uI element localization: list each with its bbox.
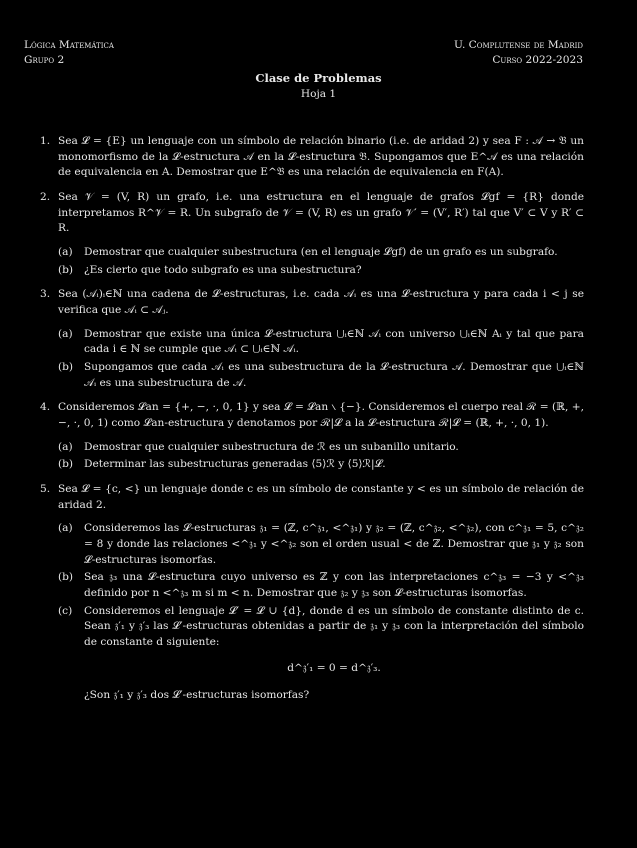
problem-3	[24, 287, 584, 391]
problem-5	[24, 482, 584, 704]
subproblem-3a	[58, 327, 584, 358]
subproblem-text: Consideremos las 𝓛-estructuras 𝔷₁ = (ℤ, c^𝔷₁, <^𝔷₁) y 𝔷₂ = (ℤ, c^𝔷₂, <^𝔷₂), con c^𝔷₁ = 5, c^𝔷₂ = 8 y donde las relaciones <^𝔷₁ y <^𝔷₂ son el orden usual < de ℤ. Demostrar que 𝔷₁ y 𝔷₂ son 𝓛-estructuras isomorfas.	[84, 522, 584, 566]
subproblem-label: (b)	[58, 263, 74, 276]
subproblem-question: ¿Son 𝔷′₁ y 𝔷′₃ dos 𝓛′-estructuras isomorfas?	[84, 689, 310, 702]
problem-list	[24, 134, 584, 713]
subproblem-4b	[58, 457, 584, 473]
subproblem-4a	[58, 440, 584, 456]
subproblem-text: Demostrar que cualquier subestructura de ℛ es un subanillo unitario.	[84, 440, 459, 453]
problem-number: 4.	[40, 401, 51, 414]
problem-1	[24, 134, 584, 181]
subproblem-3b	[58, 360, 584, 391]
problem-statement: Sea 𝓛 = {E} un lenguaje con un símbolo de relación binario (i.e. de aridad 2) y sea F : 𝒜 → 𝔅 un monomorfismo de la 𝓛-estructura 𝒜 en la 𝓛-estructura 𝔅. Supongamos que E^𝒜 es una relación de equivalencia en A. Demostrar que E^𝔅 es una relación de equivalencia en F(A).	[58, 135, 584, 179]
subproblem-label: (b)	[58, 571, 74, 584]
problem-statement: Sea 𝓛 = {c, <} un lenguaje donde c es un símbolo de constante y < es un símbolo de relación de aridad 2.	[58, 483, 584, 511]
course-header	[24, 38, 114, 69]
university-name: U. Complutense de Madrid	[453, 39, 583, 51]
subproblem-5c	[58, 604, 584, 704]
display-equation: d^𝔷′₁ = 0 = d^𝔷′₃.	[287, 661, 381, 674]
problem-number: 5.	[40, 483, 51, 496]
subproblem-text: Sea 𝔷₃ una 𝓛-estructura cuyo universo es ℤ y con las interpretaciones c^𝔷₃ = −3 y <^𝔷₃ definido por n <^𝔷₃ m si m < n. Demostrar que 𝔷₂ y 𝔷₃ son 𝓛-estructuras isomorfas.	[84, 571, 584, 600]
subproblem-text: Demostrar que cualquier subestructura (en el lenguaje 𝓛gf) de un grafo es un subgrafo.	[84, 246, 558, 259]
problem-number: 1.	[40, 135, 51, 147]
subproblem-5a	[58, 521, 584, 568]
academic-year: Curso 2022-2023	[492, 54, 583, 67]
subproblem-5b	[58, 570, 584, 601]
subproblem-label: (a)	[58, 440, 73, 453]
problem-number: 3.	[40, 288, 51, 301]
subproblem-text: Supongamos que cada 𝒜ᵢ es una subestructura de la 𝓛-estructura 𝒜. Demostrar que ⋃ᵢ∈ℕ 𝒜ᵢ es una subestructura de 𝒜.	[84, 361, 584, 389]
subproblem-text: ¿Es cierto que todo subgrafo es una subestructura?	[84, 263, 362, 276]
course-group: Grupo 2	[24, 54, 65, 67]
subproblem-label: (b)	[58, 458, 74, 471]
problem-statement: Consideremos 𝓛an = {+, −, ·, 0, 1} y sea 𝓛 = 𝓛an ∖ {−}. Consideremos el cuerpo real ℛ = (ℝ, +, −, ·, 0, 1) como 𝓛an-estructura y denotamos por ℛ|𝓛 a la 𝓛-estructura ℛ|𝓛 = (ℝ, +, ·, 0, 1).	[58, 401, 584, 430]
document-title	[0, 70, 637, 102]
subproblem-text: Consideremos el lenguaje 𝓛′ = 𝓛 ∪ {d}, donde d es un símbolo de constante distinto de c. Sean 𝔷′₁ y 𝔷′₃ las 𝓛′-estructuras obtenidas a partir de 𝔷₁ y 𝔷₃ con la interpretación del símbolo de constante d siguiente:	[84, 604, 584, 649]
title-main: Clase de Problemas	[255, 71, 382, 85]
subproblem-text: Determinar las subestructuras generadas ⟨5⟩ℛ y ⟨5⟩ℛ|𝓛.	[84, 458, 386, 471]
problem-4	[24, 400, 584, 473]
subproblem-text: Demostrar que existe una única 𝓛-estructura ⋃ᵢ∈ℕ 𝒜ᵢ con universo ⋃ᵢ∈ℕ Aᵢ y tal que para cada i ∈ ℕ se cumple que 𝒜ᵢ ⊂ ⋃ᵢ∈ℕ 𝒜ᵢ.	[84, 327, 584, 356]
subproblem-label: (a)	[58, 522, 73, 535]
problem-number: 2.	[40, 191, 51, 204]
subproblem-label: (a)	[58, 327, 73, 340]
institution-header	[454, 38, 583, 69]
problem-2	[24, 190, 584, 278]
sheet-number: Hoja 1	[300, 87, 337, 100]
problem-statement: Sea (𝒜ᵢ)ᵢ∈ℕ una cadena de 𝓛-estructuras, i.e. cada 𝒜ᵢ es una 𝓛-estructura y para cada i < j se verifica que 𝒜ᵢ ⊂ 𝒜ⱼ.	[58, 288, 584, 317]
subproblem-2b	[58, 263, 584, 279]
subproblem-label: (c)	[58, 604, 73, 617]
course-name: Lógica Matemática	[24, 39, 114, 51]
problem-statement: Sea 𝒱 = (V, R) un grafo, i.e. una estructura en el lenguaje de grafos 𝓛gf = {R} donde interpretamos R^𝒱 = R. Un subgrafo de 𝒱 = (V, R) es un grafo 𝒱′ = (V′, R′) tal que V′ ⊂ V y R′ ⊂ R.	[58, 191, 584, 235]
subproblem-2a	[58, 245, 584, 261]
subproblem-label: (a)	[58, 246, 73, 259]
subproblem-label: (b)	[58, 361, 74, 374]
